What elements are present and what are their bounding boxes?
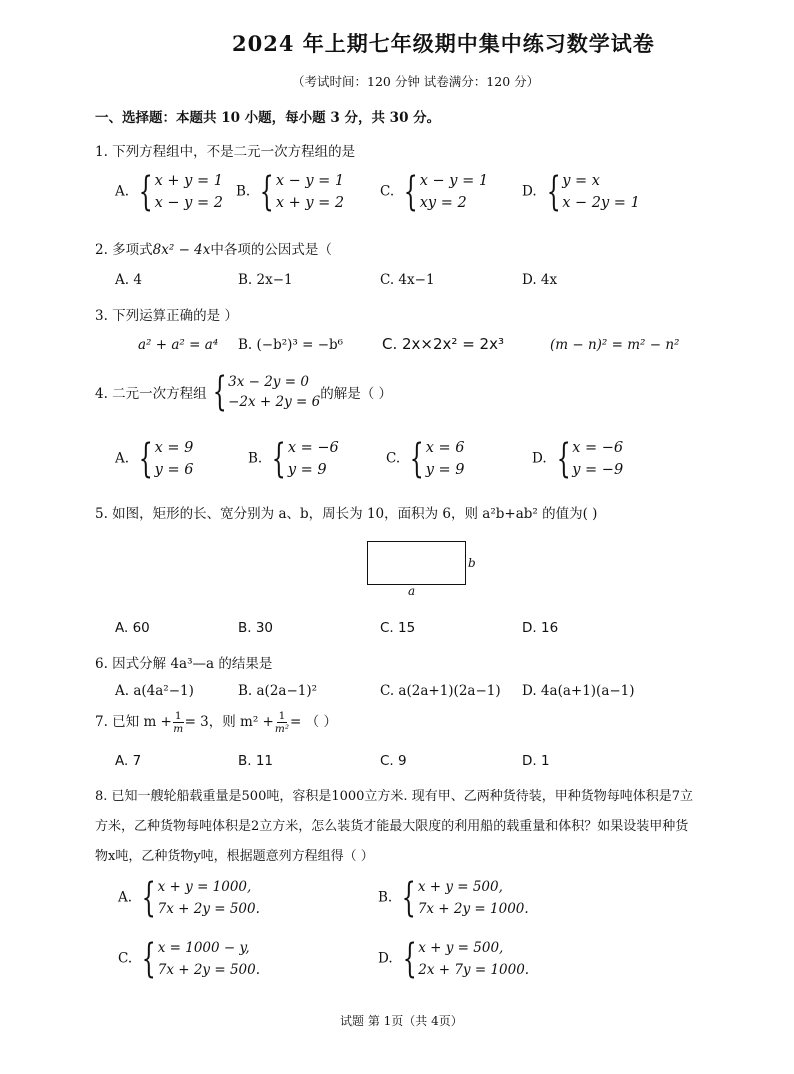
q2-option-b[interactable]: B. 2x−1 <box>238 272 293 288</box>
q4-option-a-label: A. <box>115 450 130 467</box>
q7-frac2-num: 1 <box>278 710 286 722</box>
q5-option-a[interactable]: A. 60 <box>115 620 150 636</box>
q5-stem: 5. 如图，矩形的长、宽分别为 a、b，周长为 10，面积为 6，则 a²b+ab² 的值为( ) <box>95 506 598 522</box>
q7-stem-pre: 7. 已知 m + <box>95 714 172 730</box>
page-title: 2024 年上期七年级期中集中练习数学试卷 <box>232 31 655 56</box>
q8-option-b-label: B. <box>378 889 393 906</box>
q3-option-b[interactable]: B. (−b²)³ = −b⁶ <box>238 337 344 353</box>
q4-option-c-label: C. <box>386 450 401 467</box>
q4-option-d-label: D. <box>532 450 547 467</box>
q4-b-line1: x = −6 <box>287 440 339 456</box>
q8-option-b[interactable]: B. { x + y = 500, 7x + 2y = 1000. <box>378 875 529 921</box>
q7-frac1-den: m <box>173 723 184 735</box>
q7-stem-post: = （ ） <box>290 714 337 730</box>
q8-a-line2: 7x + 2y = 500. <box>157 901 260 917</box>
q6-option-b[interactable]: B. a(2a−1)² <box>238 683 318 699</box>
q4-d-line2: y = −9 <box>572 462 624 478</box>
q2-stem-expr: 8x² − 4x <box>152 242 211 258</box>
q1-stem: 1. 下列方程组中，不是二元一次方程组的是 <box>95 144 356 160</box>
q1-d-line1: y = x <box>562 173 600 189</box>
q2-option-d[interactable]: D. 4x <box>522 272 558 288</box>
page-footer: 试题 第 1页（共 4页） <box>340 1014 463 1028</box>
rect-label-a: a <box>408 584 416 598</box>
q8-d-line1: x + y = 500, <box>418 940 504 956</box>
q6-option-d[interactable]: D. 4a(a+1)(a−1) <box>522 683 635 699</box>
q7-frac1-num: 1 <box>174 710 182 722</box>
q4-option-a[interactable]: A. { x = 9 y = 6 <box>115 436 194 482</box>
q8-stem-line1: 8. 已知一艘轮船载重量是500吨，容积是1000立方米. 现有甲、乙两种货待装，甲种货物每吨体积是7立 <box>95 789 693 804</box>
q8-stem-line3: 物x吨，乙种货物y吨，根据题意列方程组得（ ） <box>95 849 374 864</box>
q3-option-d[interactable]: (m − n)² = m² − n² <box>550 337 680 353</box>
q7-option-c[interactable]: C. 9 <box>380 753 407 769</box>
section-heading: 一、选择题：本题共 10 小题，每小题 3 分，共 30 分。 <box>95 110 441 126</box>
q8-stem-line2: 方米，乙种货物每吨体积是2立方米，怎么装货才能最大限度的利用船的载重量和体积？如果设装甲种货 <box>95 819 689 834</box>
q4-option-b[interactable]: B. { x = −6 y = 9 <box>248 436 339 482</box>
q4-c-line1: x = 6 <box>425 440 465 456</box>
q1-option-b[interactable]: B. { x − y = 1 x + y = 2 <box>236 169 345 215</box>
q8-option-d-label: D. <box>378 950 393 967</box>
q1-b-line1: x − y = 1 <box>275 173 345 189</box>
q8-c-line1: x = 1000 − y, <box>157 940 250 956</box>
q2-option-a[interactable]: A. 4 <box>115 272 142 288</box>
q2-stem-post: 中各项的公因式是（ <box>210 242 332 258</box>
q3-option-c[interactable]: C. 2x×2x² = 2x³ <box>382 335 504 353</box>
q4-b-line2: y = 9 <box>287 462 327 478</box>
q8-option-a[interactable]: A. { x + y = 1000, 7x + 2y = 500. <box>118 875 260 921</box>
q1-a-line1: x + y = 1 <box>154 173 223 189</box>
q8-option-d[interactable]: D. { x + y = 500, 2x + 7y = 1000. <box>378 936 530 982</box>
q4-sys-line1: 3x − 2y = 0 <box>228 374 309 390</box>
q1-a-line2: x − y = 2 <box>154 195 223 211</box>
q1-option-a[interactable]: A. { x + y = 1 x − y = 2 <box>115 169 223 215</box>
q1-option-d[interactable]: D. { y = x x − 2y = 1 <box>522 169 640 215</box>
q4-option-b-label: B. <box>248 450 263 467</box>
q8-b-line1: x + y = 500, <box>417 879 503 895</box>
q6-option-c[interactable]: C. a(2a+1)(2a−1) <box>380 683 501 699</box>
q6-stem: 6. 因式分解 4a³—a 的结果是 <box>95 656 273 672</box>
q1-d-line2: x − 2y = 1 <box>562 195 640 211</box>
q4-stem-post: 的解是（ ） <box>320 386 393 402</box>
q3-option-a[interactable]: a² + a² = a⁴ <box>138 337 219 353</box>
q7-stem-mid: = 3，则 m² + <box>184 714 274 730</box>
q1-option-a-label: A. <box>115 183 130 200</box>
q8-a-line1: x + y = 1000, <box>157 879 252 895</box>
q1-c-line1: x − y = 1 <box>419 173 489 189</box>
rect-label-b: b <box>468 556 476 570</box>
q8-d-line2: 2x + 7y = 1000. <box>418 962 530 978</box>
q1-option-c-label: C. <box>380 183 395 200</box>
rectangle-figure <box>367 541 466 585</box>
q7-option-d[interactable]: D. 1 <box>522 753 550 769</box>
q5-option-d[interactable]: D. 16 <box>522 620 559 636</box>
q7-stem <box>95 710 337 735</box>
q1-option-c[interactable]: C. { x − y = 1 xy = 2 <box>380 169 489 215</box>
q2-stem-pre: 2. 多项式 <box>95 242 153 258</box>
q4-option-d[interactable]: D. { x = −6 y = −9 <box>532 436 624 482</box>
exam-info: （考试时间：120 分钟 试卷满分：120 分） <box>292 74 540 89</box>
q8-option-c-label: C. <box>118 950 133 967</box>
q4-stem-pre: 4. 二元一次方程组 <box>95 386 207 402</box>
q4-a-line1: x = 9 <box>154 440 194 456</box>
q8-option-a-label: A. <box>118 889 133 906</box>
q8-b-line2: 7x + 2y = 1000. <box>417 901 529 917</box>
q4-sys-line2: −2x + 2y = 6 <box>228 394 321 410</box>
q3-stem: 3. 下列运算正确的是 ） <box>95 308 238 324</box>
q7-option-b[interactable]: B. 11 <box>238 753 274 769</box>
q1-option-b-label: B. <box>236 183 251 200</box>
q2-stem <box>95 238 332 258</box>
q4-option-c[interactable]: C. { x = 6 y = 9 <box>386 436 465 482</box>
q6-option-a[interactable]: A. a(4a²−1) <box>115 683 194 699</box>
q7-option-a[interactable]: A. 7 <box>115 753 142 769</box>
q4-c-line2: y = 9 <box>425 462 465 478</box>
q5-option-b[interactable]: B. 30 <box>238 620 274 636</box>
q1-b-line2: x + y = 2 <box>275 195 345 211</box>
q7-frac2-den: m² <box>274 723 290 735</box>
q4-a-line2: y = 6 <box>154 462 194 478</box>
q1-option-d-label: D. <box>522 183 537 200</box>
q4-stem: 4. 二元一次方程组 { 3x − 2y = 0 −2x + 2y = 6 的解是（ ） <box>95 369 393 415</box>
q5-option-c[interactable]: C. 15 <box>380 620 416 636</box>
q1-c-line2: xy = 2 <box>419 195 467 211</box>
q8-option-c[interactable]: C. { x = 1000 − y, 7x + 2y = 500. <box>118 936 260 982</box>
q4-d-line1: x = −6 <box>572 440 624 456</box>
q2-option-c[interactable]: C. 4x−1 <box>380 272 435 288</box>
q8-c-line2: 7x + 2y = 500. <box>157 962 260 978</box>
